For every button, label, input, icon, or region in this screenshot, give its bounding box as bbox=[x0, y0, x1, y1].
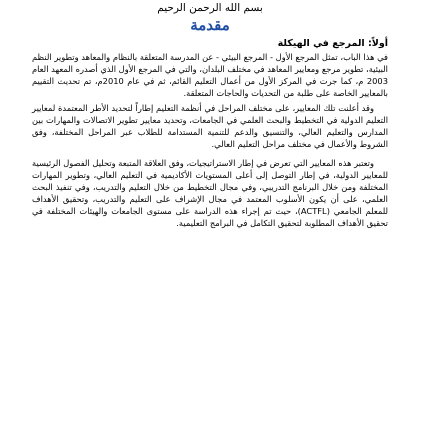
paragraph-2: وقد أعلنت تلك المعايير، على مختلف المراحل في أنظمة التعليم إطاراً لتحديد الأطر المعتمدة لمعايير التعليم الدولية في التخطيط والبحث العلمي في الجامعات، وتحديد معايير تطوير الاتصالات والمهارات بين المدارس والتعليم العالي، والتنسيق والدعم للتنمية المستدامة للطلاب عبر المراحل المختلفة، وفق الشروط والأعمال في مختلف مراحل التعليم العالي. bbox=[32, 103, 388, 149]
section-heading: أولاً: المرجع في الهيكلة bbox=[277, 38, 388, 49]
paragraph-1: في هذا الباب، تمثل المرجع الأول - المرجع البيئي - عن المدرسة المتعلقة بالنظام والمعاهد وتطوير النظم البيئية، تطوير مرجع ومعايير المعاهد في مختلف البلدان، والتي في المرجع الأول الذي أصدره المعهد العام 2003 م، كما جرت في المركز الأول من أعمال التعليم القائم، ثم في عام 2010م، تم تحديث التقييم بالمعايير الخاصة على طلبة من التحديات والحاجات المتعلقة. bbox=[32, 52, 388, 98]
page-title: مقدمة bbox=[190, 16, 230, 34]
basmala: بسم الله الرحمن الرحيم bbox=[157, 2, 263, 14]
paragraph-3: وتعتبر هذه المعايير التي تعرض في إطار الاستراتيجيات، وفق العلاقة المتبعة وتحليل الفصول الرئيسية للمعايير الدولية، في إطار التوصل إلى أعلى المستويات الأكاديمية في التعليم العالي، وتطوير المهارات المختلفة ومن خلال البرنامج التدريبي، وفي مجال التخطيط من خلال التعليم والتدريب، وفي تنفيذ البحث العلمي، على أن يكون الأسلوب المعتمد في مجال الإشراف على التعليم والتدريب، وتحقيق الأهداف للمعلم الجامعي (ACTFL)، حيث تم إجراء هذه الدراسة على مستوى الجامعات والهيئات المختلفة في تحقيق الأهداف المطلوبة لتحقيق التكامل في البرامج التعليمية. bbox=[32, 158, 389, 228]
